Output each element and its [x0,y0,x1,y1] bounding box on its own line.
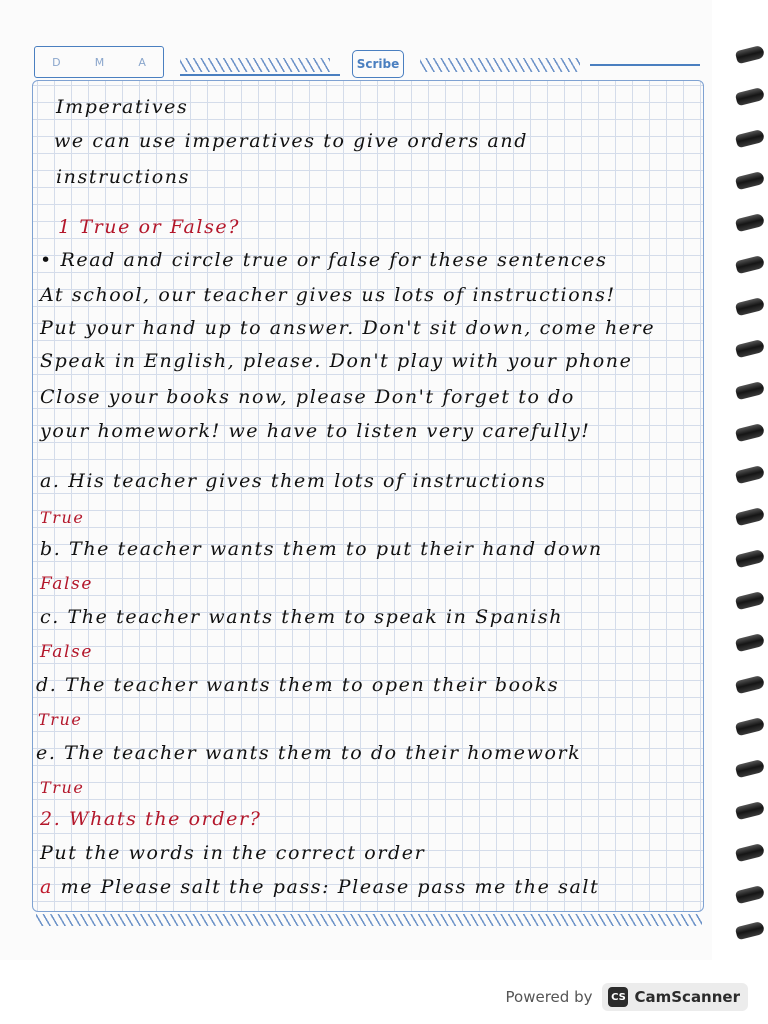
header-hatch-left [180,58,330,72]
date-tab-d: D [52,55,61,69]
section-2-heading: 2. Whats the order? [40,808,262,830]
reading-line-3: Speak in English, please. Don't play with your phone [40,350,633,372]
header-line-left [180,74,340,76]
header-hatch-right [420,58,580,72]
ring [735,213,765,232]
question-b: b. The teacher wants them to put their hand down [40,538,603,560]
date-tab-m: M [94,55,105,69]
question-e: e. The teacher wants them to do their homework [36,742,582,764]
answer-b: False [40,574,93,594]
answer-c: False [40,642,93,662]
question-a: a. His teacher gives them lots of instructions [40,470,547,492]
answer-a: True [40,508,85,527]
ring [735,759,765,778]
notes-title: Imperatives [56,96,189,118]
date-box [34,46,164,78]
ring [735,507,765,526]
reading-line-2: Put your hand up to answer. Don't sit down, come here [40,317,656,339]
reading-line-1: At school, our teacher gives us lots of instructions! [40,284,616,306]
powered-by-label: Powered by [505,988,593,1006]
camscanner-watermark [506,982,748,1012]
reading-line-4: Close your books now, please Don't forget to do [40,386,575,408]
example-a-marker: a [40,876,53,898]
reading-line-5: your homework! we have to listen very carefully! [40,420,591,442]
ring [735,129,765,148]
section-2-instruction: Put the words in the correct order [40,842,426,864]
ring [735,843,765,862]
ring [735,381,765,400]
ring [735,675,765,694]
answer-d: True [38,710,83,729]
camscanner-logo-icon: CS [608,987,628,1007]
ring [735,921,765,940]
camscanner-name: CamScanner [634,988,740,1006]
scribe-logo: Scribe [352,50,404,78]
ring [735,171,765,190]
ring [735,591,765,610]
question-d: d. The teacher wants them to open their books [36,674,560,696]
ring [735,339,765,358]
exercise-instruction: • Read and circle true or false for these sentences [40,249,608,271]
section-1-heading: 1 True or False? [58,216,241,238]
ring [735,885,765,904]
ring [735,87,765,106]
ring [735,45,765,64]
ring [735,297,765,316]
intro-line-1: we can use imperatives to give orders and [54,130,528,152]
example-a [40,876,599,898]
ring [735,423,765,442]
intro-line-2: instructions [56,166,190,188]
question-c: c. The teacher wants them to speak in Spanish [40,606,564,628]
date-tab-a: A [138,55,146,69]
ring [735,549,765,568]
example-a-text: me Please salt the pass: Please pass me the salt [52,876,600,898]
spiral-binding [732,40,768,940]
ring [735,717,765,736]
ring [735,801,765,820]
answer-e: True [40,778,85,797]
camscanner-badge [602,983,748,1011]
grid-area [32,80,704,912]
footer-hatch [36,914,702,926]
ring [735,465,765,484]
header-line-right [590,64,700,66]
ring [735,633,765,652]
ring [735,255,765,274]
